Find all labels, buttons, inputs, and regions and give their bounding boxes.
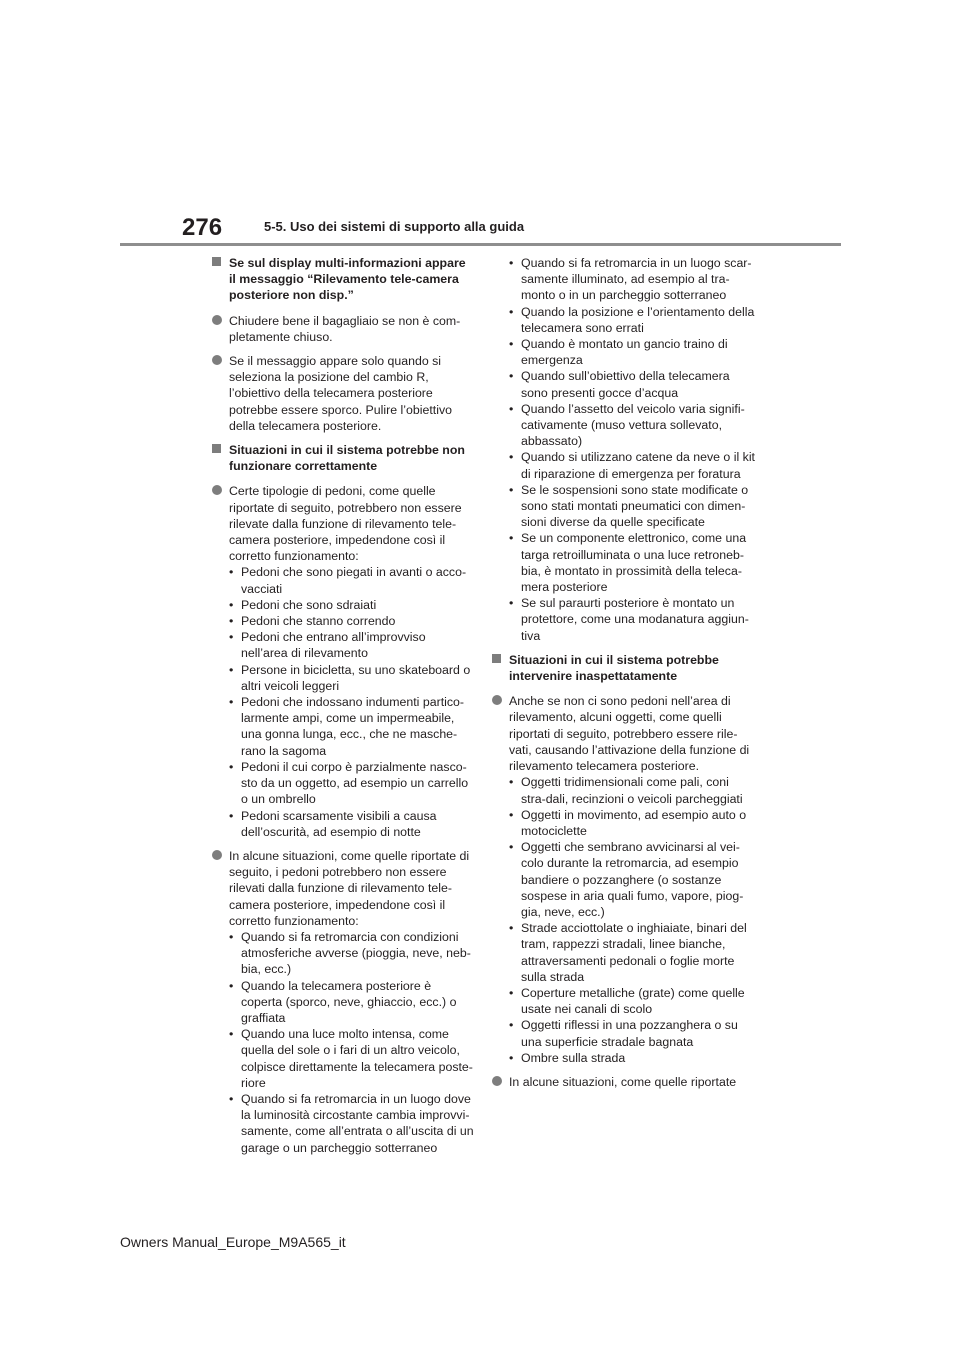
pedestrian-types-list: [229, 564, 474, 839]
list-item: • Pedoni che sono sdraiati: [229, 597, 474, 613]
list-item: • Coperture metalliche (grate) come quelle usate nei canali di scolo: [509, 985, 756, 1017]
heading-display-message: [212, 255, 474, 304]
circle-bullet-icon: [212, 485, 222, 495]
list-item: • Quando la posizione e l’orientamento della telecamera sono errati: [509, 304, 756, 336]
detection-conditions-list-continued: [509, 255, 756, 644]
paragraph-text: Certe tipologie di pedoni, come quelle riportate di seguito, potrebbero non essere rilevate dalla funzione di rilevamento tele-camera posteriore, impedendone così il corretto funzionamento:: [229, 484, 462, 564]
paragraph-text: Se il messaggio appare solo quando si seleziona la posizione del cambio R, l’obiettivo della telecamera posteriore potrebbe essere sporco. Pulire l’obiettivo della telecamera posteriore.: [229, 354, 452, 433]
heading-text: Se sul display multi-informazioni appare il messaggio “Rilevamento tele-camera posteriore non disp.”: [229, 256, 466, 303]
list-item: • Quando l’assetto del veicolo varia signifi-cativamente (muso vettura sollevato, abbassato): [509, 401, 756, 450]
heading-text: Situazioni in cui il sistema potrebbe non funzionare correttamente: [229, 443, 465, 474]
list-item: • Quando una luce molto intensa, come quella del sole o i fari di un altro veicolo, colpisce direttamente la telecamera poste-riore: [229, 1026, 474, 1091]
paragraph-pedestrian-types: [212, 483, 474, 839]
paragraph-text: Chiudere bene il bagagliaio se non è com-pletamente chiuso.: [229, 313, 461, 344]
circle-bullet-icon: [212, 355, 222, 365]
list-item: • Oggetti in movimento, ad esempio auto o motociclette: [509, 807, 756, 839]
paragraph-text: In alcune situazioni, come quelle riportate: [509, 1074, 737, 1089]
list-item: • Pedoni che sono piegati in avanti o acco-vacciati: [229, 564, 474, 596]
footer-manual-id: Owners Manual_Europe_M9A565_it: [120, 1234, 346, 1250]
heading-text: Situazioni in cui il sistema potrebbe intervenire inaspettatamente: [509, 652, 719, 684]
square-bullet-icon: [212, 444, 221, 453]
list-item: • Pedoni scarsamente visibili a causa dell’oscurità, ad esempio di notte: [229, 808, 474, 840]
list-item: • Se un componente elettronico, come una targa retroilluminata o una luce retroneb-bia, è montato in prossimità della teleca-mera posteriore: [509, 530, 756, 595]
heading-unexpected-activation: [492, 652, 756, 684]
list-item: • Quando è montato un gancio traino di emergenza: [509, 336, 756, 368]
header-rule: [120, 243, 841, 246]
circle-bullet-icon: [212, 315, 222, 325]
circle-bullet-icon: [492, 1076, 502, 1086]
list-item: • Pedoni il cui corpo è parzialmente nasco-sto da un oggetto, ad esempio un carrello o un ombrello: [229, 759, 474, 808]
list-item: • Oggetti tridimensionali come pali, coni stra-dali, recinzioni o veicoli parcheggiati: [509, 774, 756, 806]
list-item: • Oggetti che sembrano avvicinarsi al vei-colo durante la retromarcia, ad esempio bandiere o pozzanghere (o sostanze sospese in aria quali fumo, vapore, piog-gia, neve, ecc.): [509, 839, 756, 920]
list-item: • Quando si utilizzano catene da neve o il kit di riparazione di emergenza per foratura: [509, 449, 756, 481]
list-item: • Se le sospensioni sono state modificate o sono stati montati pneumatici con dimen-sioni diverse da quelle specificate: [509, 482, 756, 531]
paragraph-close-trunk: [212, 313, 474, 345]
list-item: • Pedoni che stanno correndo: [229, 613, 474, 629]
list-item: • Quando sull’obiettivo della telecamera sono presenti gocce d’acqua: [509, 368, 756, 400]
paragraph-text: In alcune situazioni, come quelle riportate di seguito, i pedoni potrebbero non essere rilevati dalla funzione di rilevamento tele-camera posteriore, impedendone così il corretto funzionamento:: [229, 848, 470, 928]
paragraph-false-detection: [492, 693, 756, 1066]
list-item: • Quando si fa retromarcia con condizioni atmosferiche avverse (pioggia, neve, neb-bia, ecc.): [229, 929, 474, 978]
square-bullet-icon: [212, 257, 221, 266]
paragraph-text: Anche se non ci sono pedoni nell’area di rilevamento, alcuni oggetti, come quelli riportati di seguito, potrebbero essere rile-vati, causando l’attivazione della funzione di rilevamento telecamera posteriore.: [509, 694, 750, 774]
list-item: • Strade acciottolate o inghiaiate, binari del tram, rappezzi stradali, linee bianche, attraversamenti pedonali o foglie morte sulla strada: [509, 920, 756, 985]
right-column: [492, 255, 756, 1098]
detection-conditions-continued: [492, 255, 756, 644]
section-title: 5-5. Uso dei sistemi di supporto alla guida: [264, 219, 525, 234]
list-item: • Oggetti riflessi in una pozzanghera o su una superficie stradale bagnata: [509, 1017, 756, 1049]
list-item: • Ombre sulla strada: [509, 1050, 756, 1066]
square-bullet-icon: [492, 654, 501, 663]
paragraph-detection-conditions: [212, 848, 474, 1156]
list-item: • Quando la telecamera posteriore è coperta (sporco, neve, ghiaccio, ecc.) o graffiata: [229, 978, 474, 1027]
list-item: • Persone in bicicletta, su uno skateboard o altri veicoli leggeri: [229, 662, 474, 694]
list-item: • Pedoni che indossano indumenti partico-larmente ampi, come un impermeabile, una gonna lunga, ecc., che ne masche-rano la sagoma: [229, 694, 474, 759]
page-number: 276: [182, 214, 223, 241]
list-item: • Pedoni che entrano all’improvviso nell’area di rilevamento: [229, 629, 474, 661]
detection-conditions-list: [229, 929, 474, 1156]
list-item: • Se sul paraurti posteriore è montato un protettore, come una modanatura aggiun-tiva: [509, 595, 756, 644]
circle-bullet-icon: [492, 695, 502, 705]
left-column: [212, 255, 474, 1164]
list-item: • Quando si fa retromarcia in un luogo dove la luminosità circostante cambia improvvi-samente, come all’entrata o all’uscita di un garage o un parcheggio sotterraneo: [229, 1091, 474, 1156]
paragraph-other-situations: [492, 1074, 756, 1090]
paragraph-clean-lens: [212, 353, 474, 434]
list-item: • Quando si fa retromarcia in un luogo scar-samente illuminato, ad esempio al tra-monto o in un parcheggio sotterraneo: [509, 255, 756, 304]
false-detection-list: [509, 774, 756, 1066]
circle-bullet-icon: [212, 850, 222, 860]
heading-malfunction-situations: [212, 442, 474, 474]
